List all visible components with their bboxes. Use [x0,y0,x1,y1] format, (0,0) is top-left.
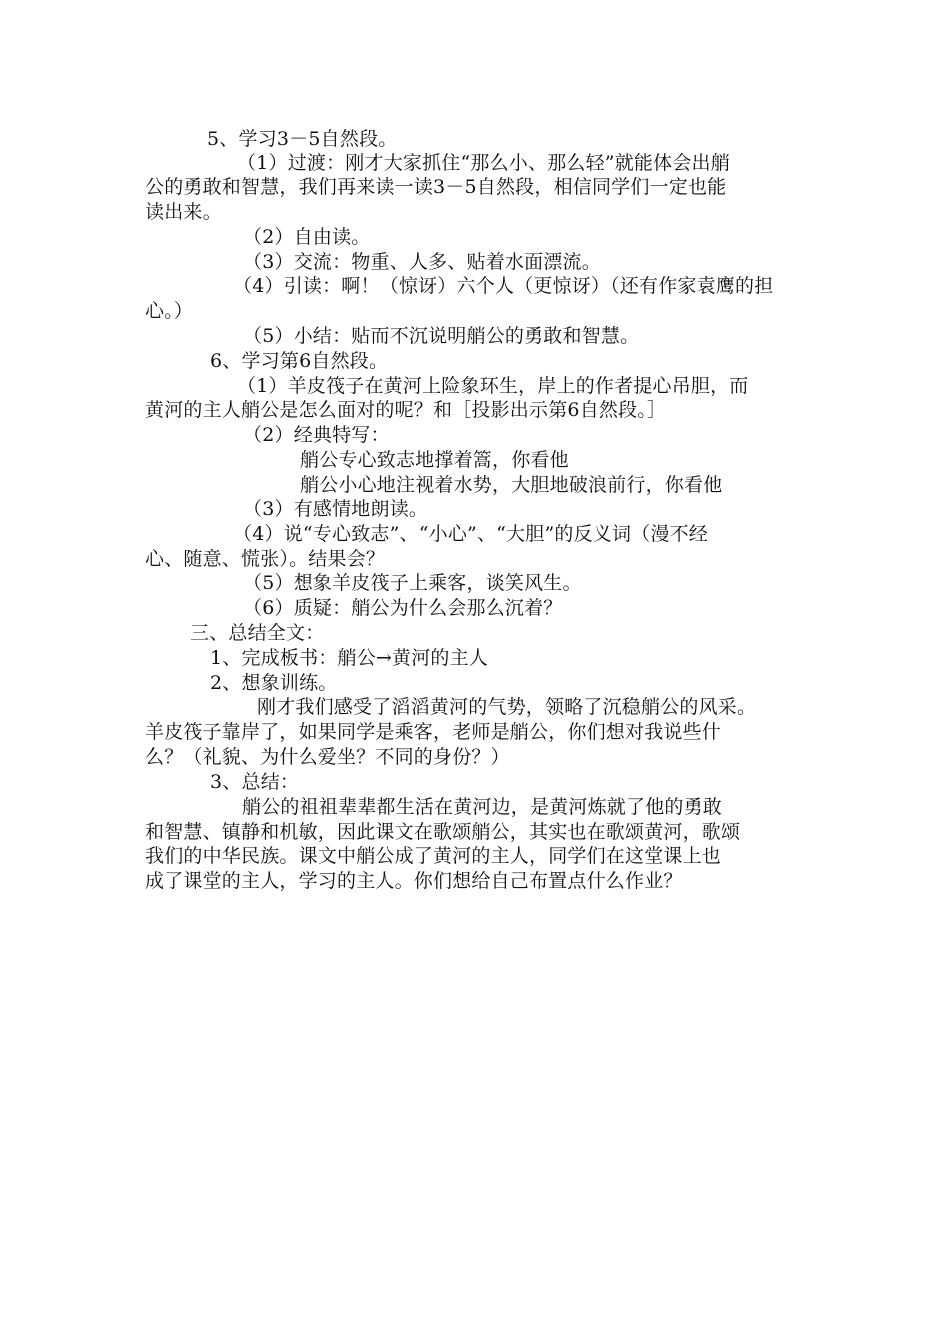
paragraph-line: 1、完成板书：艄公→黄河的主人 [210,647,489,669]
section-5-heading: 5、学习3－5自然段。 [207,128,398,150]
paragraph-line: 我们的中华民族。课文中艄公成了黄河的主人，同学们在这堂课上也 [145,845,722,867]
paragraph-line: 3、总结： [210,771,300,793]
paragraph-line: 刚才我们感受了滔滔黄河的气势，领略了沉稳艄公的风采。 [257,696,757,718]
paragraph-line: 公的勇敢和智慧，我们再来读一读3－5自然段，相信同学们一定也能 [145,176,727,198]
quote-line: 艄公小心地注视着水势，大胆地破浪前行，你看他 [300,474,723,496]
paragraph-line: （5）小结：贴而不沉说明艄公的勇敢和智慧。 [243,325,640,347]
paragraph-line: （3）有感情地朗读。 [243,498,429,520]
paragraph-line: （5）想象羊皮筏子上乘客，谈笑风生。 [243,572,582,594]
paragraph-line: 艄公的祖祖辈辈都生活在黄河边，是黄河炼就了他的勇敢 [242,796,723,818]
section-6-heading: 6、学习第6自然段。 [210,350,389,372]
paragraph-line: 羊皮筏子靠岸了，如果同学是乘客，老师是艄公，你们想对我说些什 [145,721,722,743]
quote-line: 艄公专心致志地撑着篙，你看他 [300,449,569,471]
paragraph-line: 心、随意、慌张）。结果会？ [145,548,386,570]
paragraph-line: 2、想象训练。 [210,672,338,694]
paragraph-line: （2）经典特写： [243,424,390,446]
paragraph-line: （1）过渡：刚才大家抓住“那么小、那么轻”就能体会出艄 [237,152,730,174]
paragraph-line: （2）自由读。 [243,226,371,248]
paragraph-line: 黄河的主人艄公是怎么面对的呢？和［投影出示第6自然段。］ [145,399,667,421]
paragraph-line: （4）引读：啊！（惊讶）六个人（更惊讶）（还有作家袁鹰的担 [233,275,774,297]
paragraph-line: 读出来。 [145,201,222,223]
paragraph-line: 么？（礼貌、为什么爱坐？不同的身份？） [145,746,510,768]
paragraph-line: （6）质疑：艄公为什么会那么沉着？ [243,597,563,619]
paragraph-line: （1）羊皮筏子在黄河上险象环生，岸上的作者提心吊胆，而 [237,375,749,397]
paragraph-line: 和智慧、镇静和机敏，因此课文在歌颂艄公，其实也在歌颂黄河，歌颂 [145,821,741,843]
section-3-heading: 三、总结全文： [190,622,325,644]
paragraph-line: （3）交流：物重、人多、贴着水面漂流。 [243,251,601,273]
paragraph-line: 心。） [145,300,194,322]
paragraph-line: （4）说“专心致志”、“小心”、“大胆”的反义词（漫不经 [233,523,708,545]
paragraph-line: 成了课堂的主人，学习的主人。你们想给自己布置点什么作业？ [145,870,683,892]
